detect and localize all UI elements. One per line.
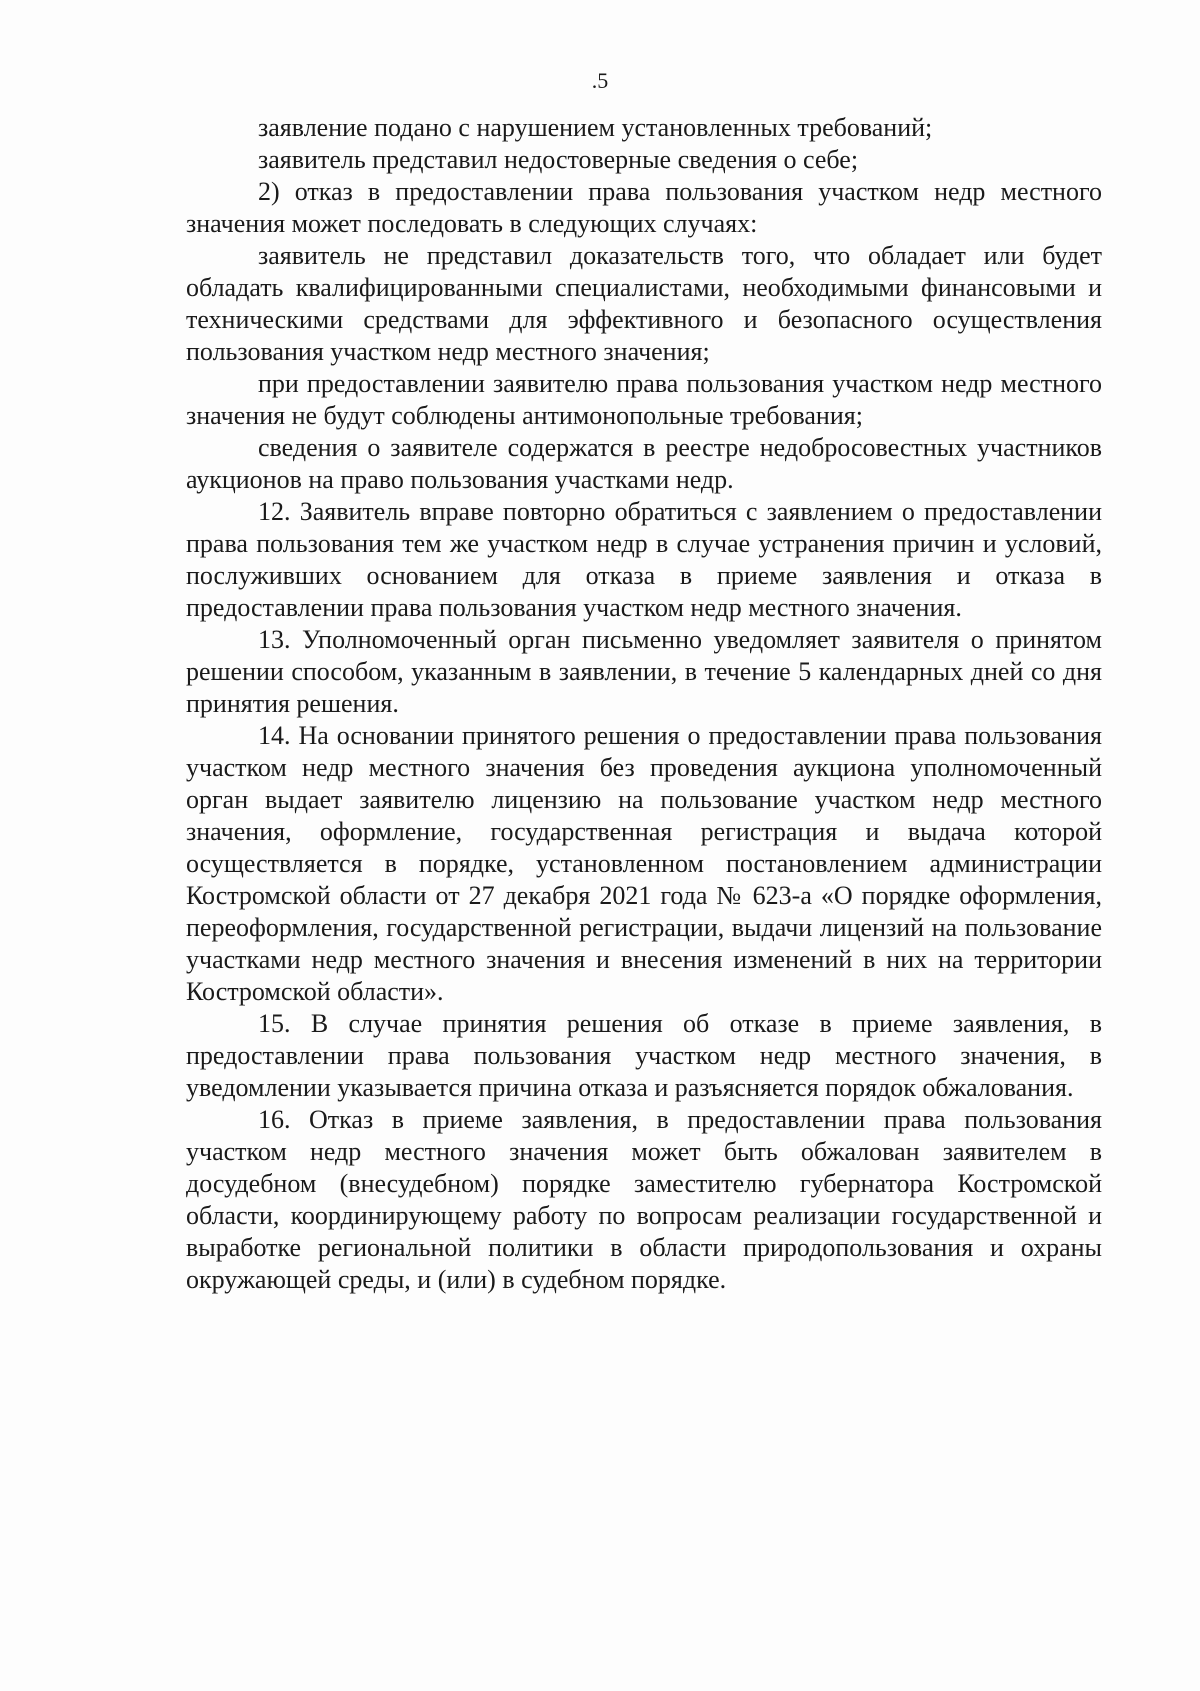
paragraph: при предоставлении заявителю права пользования участком недр местного значения не будут соблюдены антимонопольные требования; — [186, 369, 1102, 430]
paragraph: заявитель не представил доказательств того, что обладает или будет обладать квалифицированными специалистами, необходимыми финансовыми и техническими средствами для эффективного и безопасного осуществления пользования участком недр местного значения; — [186, 241, 1102, 366]
paragraph: заявитель представил недостоверные сведения о себе; — [258, 145, 859, 174]
page-number: .5 — [591, 68, 609, 93]
paragraph: 16. Отказ в приеме заявления, в предоставлении права пользования участком недр местного значения может быть обжалован заявителем в досудебном (внесудебном) порядке заместителю губернатора Костромской области, координирующему работу по вопросам реализации государственной и выработке региональной политики в области природопользования и охраны окружающей среды, и (или) в судебном порядке. — [186, 1105, 1102, 1294]
document-body — [186, 112, 1102, 1296]
paragraph: 15. В случае принятия решения об отказе в приеме заявления, в предоставлении права пользования участком недр местного значения, в уведомлении указывается причина отказа и разъясняется порядок обжалования. — [186, 1009, 1102, 1102]
paragraph: 12. Заявитель вправе повторно обратиться с заявлением о предоставлении права пользования тем же участком недр в случае устранения причин и условий, послуживших основанием для отказа в приеме заявления и отказа в предоставлении права пользования участком недр местного значения. — [186, 497, 1102, 622]
paragraph: 14. На основании принятого решения о предоставлении права пользования участком недр местного значения без проведения аукциона уполномоченный орган выдает заявителю лицензию на пользование участком недр местного значения, оформление, государственная регистрация и выдача которой осуществляется в порядке, установленном постановлением администрации Костромской области от 27 декабря 2021 года № 623-а «О порядке оформления, переоформления, государственной регистрации, выдачи лицензий на пользование участками недр местного значения и внесения изменений в них на территории Костромской области». — [186, 721, 1102, 1006]
paragraph: 13. Уполномоченный орган письменно уведомляет заявителя о принятом решении способом, указанным в заявлении, в течение 5 календарных дней со дня принятия решения. — [186, 625, 1102, 718]
paragraph: 2) отказ в предоставлении права пользования участком недр местного значения может последовать в следующих случаях: — [186, 177, 1102, 238]
paragraph: сведения о заявителе содержатся в реестре недобросовестных участников аукционов на право пользования участками недр. — [186, 433, 1102, 494]
paragraph: заявление подано с нарушением установленных требований; — [258, 113, 933, 142]
